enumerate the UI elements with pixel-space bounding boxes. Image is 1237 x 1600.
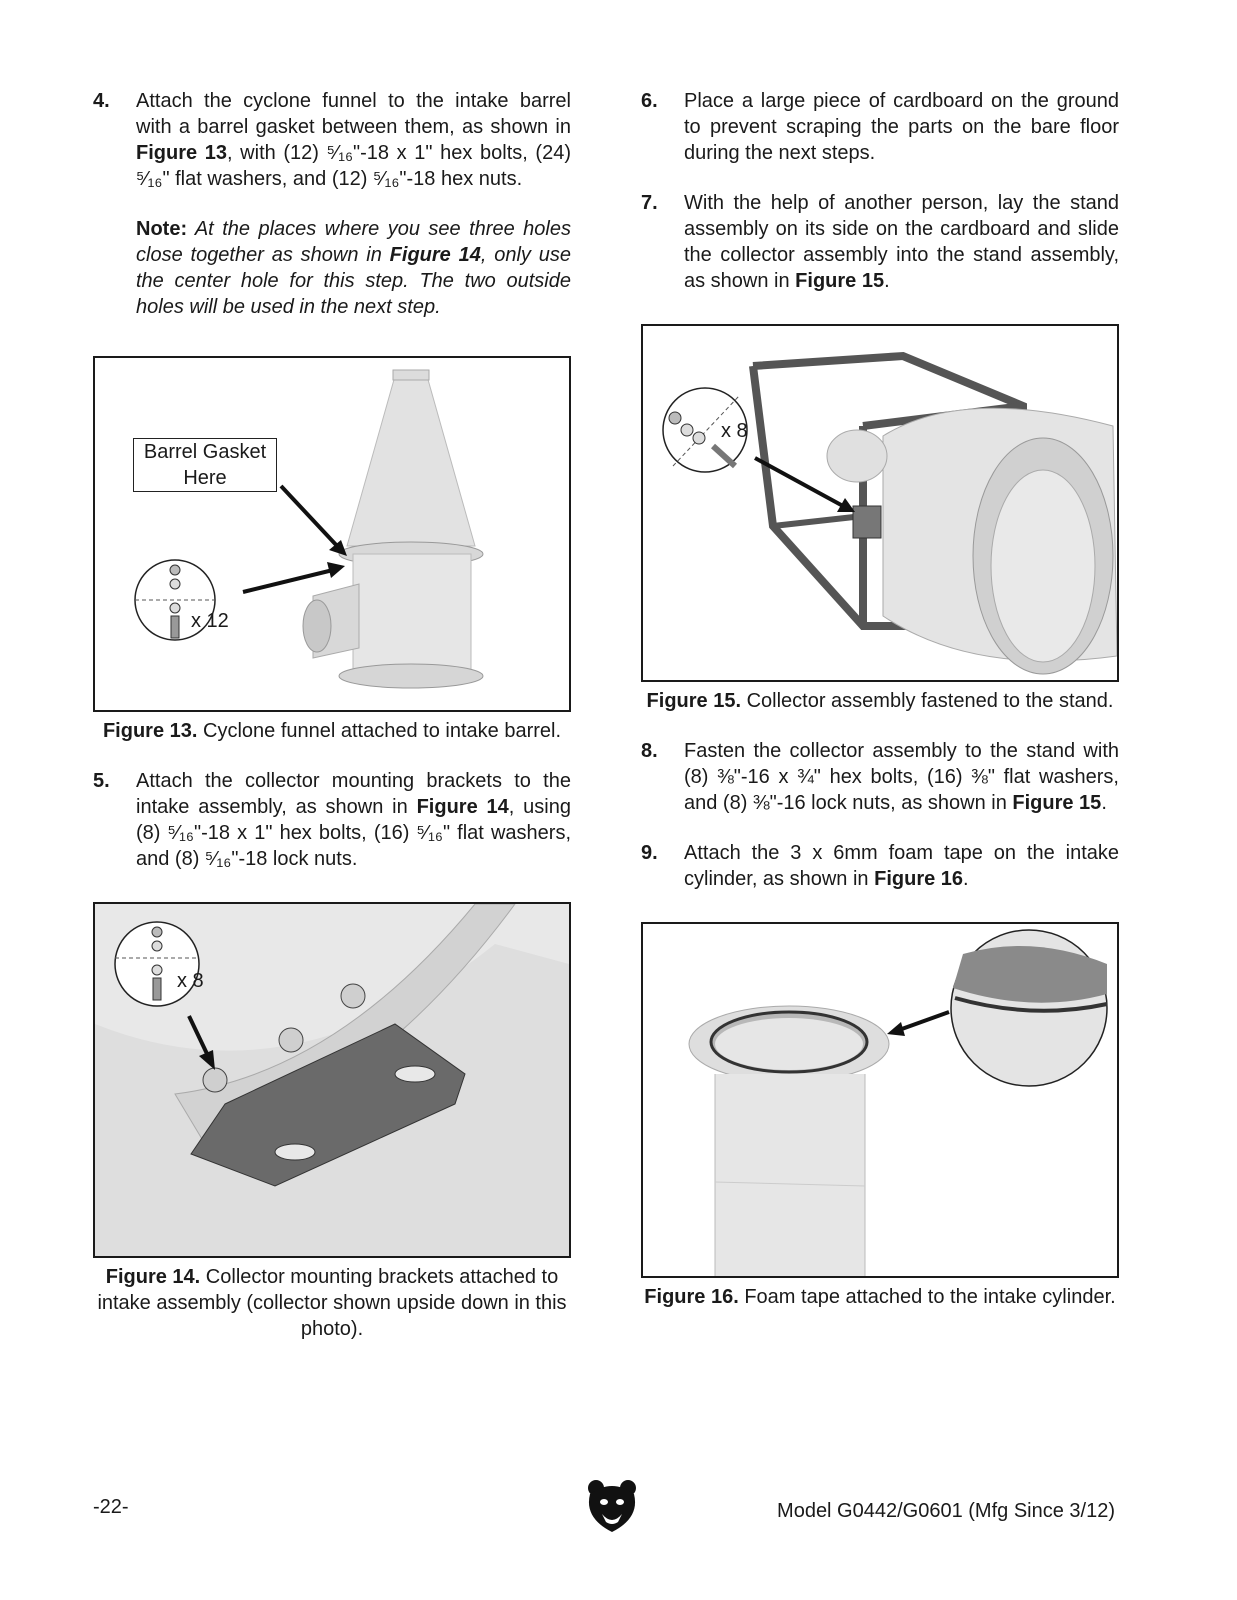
step-number: 7. (641, 192, 658, 214)
step-number: 9. (641, 842, 658, 864)
figure-16-image (641, 922, 1119, 1278)
step-number: 4. (93, 90, 110, 112)
figure-ref: Figure 15 (1012, 792, 1102, 814)
figure-16-caption: Figure 16. Foam tape attached to the intake cylinder. (644, 1286, 1116, 1308)
barrel-gasket-callout: Barrel Gasket Here (133, 438, 277, 492)
foam-tape-illustration (643, 924, 1117, 1276)
step-number: 6. (641, 90, 658, 112)
step-8: 8. Fasten the collector assembly to the stand with (8) ⅜"-16 x ¾" hex bolts, (16) ⅜" flat washers, and (8) ⅜"-16 lock nuts, as shown in Figure 15. (641, 740, 1119, 814)
stand-assembly-illustration (643, 326, 1117, 680)
figure-14-image (93, 902, 571, 1258)
bear-head-icon (584, 1478, 640, 1534)
step-number: 8. (641, 740, 658, 762)
figure-ref: Figure 14 (416, 796, 509, 818)
figure-ref: Figure 14 (389, 244, 481, 266)
mounting-bracket-illustration (95, 904, 569, 1256)
step-7: 7. With the help of another person, lay the stand assembly on its side on the cardboard and slide the collector assembly into the stand assembly, as shown in Figure 15. (641, 192, 1119, 292)
step-4: 4. Attach the cyclone funnel to the intake barrel with a barrel gasket between them, as shown in Figure 13, with (12) ⁵⁄₁₆"-18 x 1" hex bolts, (24) ⁵⁄₁₆" flat washers, and (12) ⁵⁄₁₆"-18 hex nuts. (93, 90, 572, 190)
note-label: Note: (136, 218, 188, 240)
right-column (641, 88, 1119, 1310)
figure-ref: Figure 15 (795, 270, 885, 292)
quantity-label: x 8 (721, 420, 748, 442)
figure-ref: Figure 16 (874, 868, 964, 890)
step-5: 5. Attach the collector mounting brackets to the intake assembly, as shown in Figure 14, using (8) ⁵⁄₁₆"-18 x 1" hex bolts, (16) ⁵⁄₁₆" flat washers, and (8) ⁵⁄₁₆"-18 lock nuts. (93, 770, 571, 870)
page-number: -22- (93, 1496, 129, 1518)
figure-13-image (93, 356, 571, 712)
quantity-label: x 8 (177, 970, 204, 992)
figure-15-image (641, 324, 1119, 682)
cyclone-funnel-illustration (95, 358, 569, 710)
left-column (93, 88, 571, 1342)
figure-15-caption: Figure 15. Collector assembly fastened to the stand. (646, 690, 1114, 712)
figure-ref: Figure 13 (136, 142, 227, 164)
model-info: Model G0442/G0601 (Mfg Since 3/12) (777, 1500, 1115, 1522)
step-6: 6. Place a large piece of cardboard on the ground to prevent scraping the parts on the bare floor during the next steps. (641, 90, 1119, 164)
figure-13-caption: Figure 13. Cyclone funnel attached to intake barrel. (102, 720, 562, 742)
figure-14-caption: Figure 14. Collector mounting brackets attached to intake assembly (collector shown upside down in this photo). (97, 1266, 567, 1340)
note: Note: At the places where you see three holes close together as shown in Figure 14, only use the center hole for this step. The two outside holes will be used in the next step. (136, 218, 571, 318)
quantity-label: x 12 (191, 610, 229, 632)
step-number: 5. (93, 770, 110, 792)
step-9: 9. Attach the 3 x 6mm foam tape on the intake cylinder, as shown in Figure 16. (641, 842, 1119, 890)
